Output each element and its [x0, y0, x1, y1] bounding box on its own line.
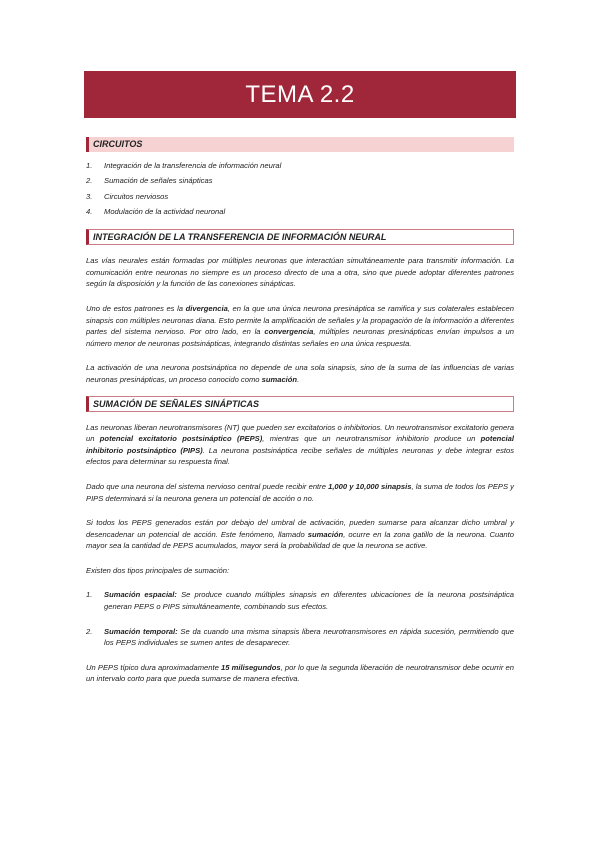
toc-item: 2. Sumación de señales sinápticas — [86, 176, 213, 186]
paragraph: Si todos los PEPS generados están por debajo del umbral de activación, pueden sumarse para alcanzar dicho umbral y desencadenar un potencial de acción. Este fenómeno, llamado sumación, ocurre en la zona gatillo de la neurona. Cuanto mayor sea la cantidad de PEPS acumulados, mayor será la probabilidad de que la neurona se active. — [86, 518, 514, 551]
toc-list — [86, 158, 514, 219]
section-heading-integracion: INTEGRACIÓN DE LA TRANSFERENCIA DE INFORMACIÓN NEURAL — [86, 229, 514, 245]
paragraph: Las neuronas liberan neurotransmisores (NT) que pueden ser excitatorios o inhibitorios. Un neurotransmisor excitatorio genera un potencial excitatorio postsináptico (PEPS), mientras que un neurotransmisor inhibitorio produce un potencial inhibitorio postsináptico (PIPS). La neurona postsináptica recibe señales de múltiples neuronas y debe integrar estos efectos para determinar su respuesta final. — [86, 422, 514, 467]
paragraph: Uno de estos patrones es la divergencia, en la que una única neurona presináptica se ramifica y sus colaterales establecen sinapsis con múltiples neuronas diana. Esto permite la amplificación de señales y la propagación de la información a diferentes partes del sistema nervioso. Por otro lado, en la convergencia, múltiples neuronas presinápticas envían impulsos a un número menor de neuronas postsinápticas, integrando distintas señales en una única respuesta. — [86, 303, 515, 348]
paragraph: Dado que una neurona del sistema nervioso central puede recibir entre 1,000 y 10,000 sinapsis, la suma de todos los PEPS y PIPS determinará si la neurona genera un potencial de acción o no. — [86, 481, 514, 503]
section-heading-circuitos: CIRCUITOS — [86, 137, 514, 152]
toc-item: 3. Circuitos nerviosos — [86, 191, 169, 201]
section-heading-sumacion: SUMACIÓN DE SEÑALES SINÁPTICAS — [86, 396, 514, 412]
summation-types-list — [86, 589, 514, 648]
paragraph: Un PEPS típico dura aproximadamente 15 milisegundos, por lo que la segunda liberación de neurotransmisor debe ocurrir en un intervalo corto para que pueda sumarse de manera efectiva. — [86, 662, 514, 684]
paragraph: Existen dos tipos principales de sumación: — [86, 565, 230, 575]
paragraph: La activación de una neurona postsináptica no depende de una sola sinapsis, sino de la suma de las influencias de varias neuronas presinápticas, un proceso conocido como sumación. — [86, 363, 514, 384]
list-item: 2. Sumación temporal: Se da cuando una misma sinapsis libera neurotransmisores en rápida sucesión, permitiendo que los PEPS individuales se sumen antes de desaparecer. — [86, 626, 515, 648]
list-item: 1. Sumación espacial: Se produce cuando múltiples sinapsis en diferentes ubicaciones de la neurona postsináptica generan PEPS o PIPS simultáneamente, combinando sus efectos. — [86, 590, 515, 612]
content — [86, 137, 514, 685]
toc-item: 4. Modulación de la actividad neuronal — [86, 206, 226, 216]
paragraph: Las vías neurales están formadas por múltiples neuronas que interactúan simultáneamente para transmitir información. La comunicación entre neuronas no siempre es un proceso directo de una a otra, sino que puede adoptar diferentes patrones según la disposición y la función de las conexiones sinápticas. — [86, 256, 514, 289]
page-title: TEMA 2.2 — [84, 71, 516, 118]
toc-item: 1. Integración de la transferencia de información neural — [86, 161, 282, 170]
